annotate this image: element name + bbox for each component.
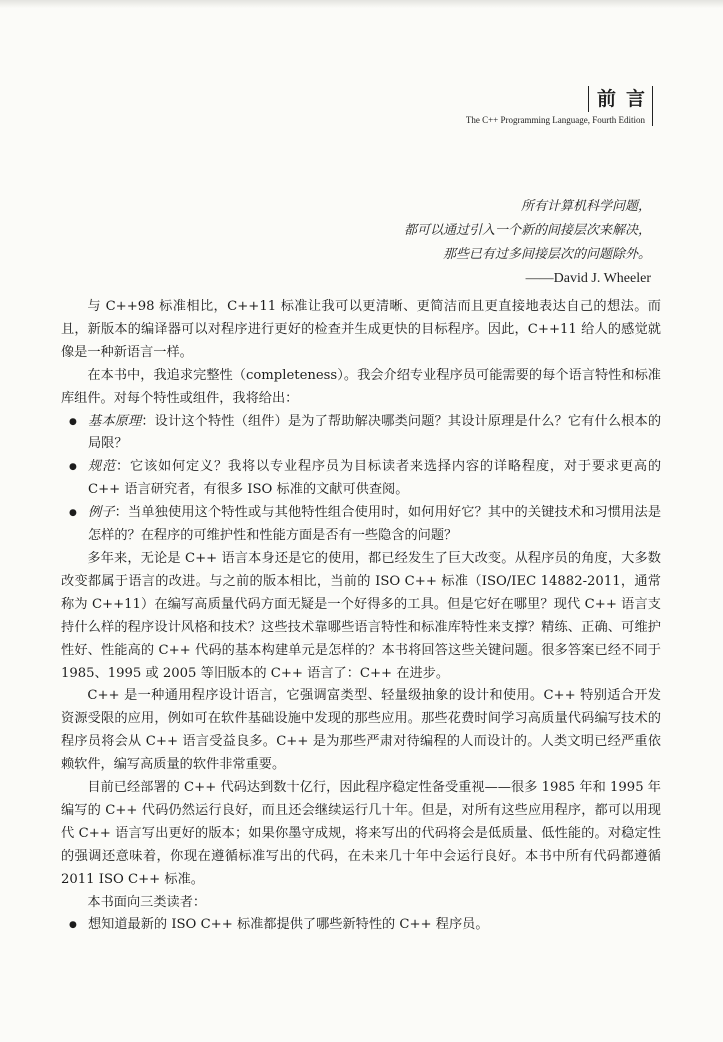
readers-list (61, 914, 661, 937)
list-item-text: ：设计这个特性（组件）是为了帮助解决哪类问题？其设计原理是什么？它有什么根本的局限？ (88, 413, 662, 452)
list-item-text: ：当单独使用这个特性或与其他特性组合使用时，如何用好它？其中的关键技术和习惯用法是怎样的？在程序的可维护性和性能方面是否有一些隐含的问题？ (88, 505, 662, 544)
list-item-term: 基本原理 (88, 413, 142, 429)
list-item-text: ：它该如何定义？我将以专业程序员为目标读者来选择内容的详略程度，对于要求更高的 C++ 语言研究者，有很多 ISO 标准的文献可供查阅。 (88, 459, 662, 498)
list-item (61, 411, 661, 457)
paragraph: C++ 是一种通用程序设计语言，它强调富类型、轻量级抽象的设计和使用。C++ 特别适合开发资源受限的应用，例如可在软件基础设施中发现的那些应用。那些花费时间学习高质量代码编写技术的程序员将会从 C++ 语言受益良多。C++ 是为那些严肃对待编程的人而设计的。人类文明已经严重依赖软件，编写高质量的软件非常重要。 (61, 688, 661, 773)
list-item (61, 502, 661, 548)
epigraph-attribution: ——David J. Wheeler (525, 271, 651, 286)
page-edge-shadow (0, 0, 723, 8)
book-subtitle: The C++ Programming Language, Fourth Edition (465, 115, 645, 125)
chapter-title: 前言 (588, 86, 655, 112)
epigraph (404, 195, 651, 291)
epigraph-line: 所有计算机科学问题， (520, 199, 651, 214)
list-item-term: 规范 (88, 459, 116, 475)
paragraph: 与 C++98 标准相比，C++11 标准让我可以更清晰、更简洁而且更直接地表达自己的想法。而且，新版本的编译器可以对程序进行更好的检查并生成更快的目标程序。因此，C++11 给人的感觉就像是一种新语言一样。 (61, 299, 661, 360)
paragraph: 本书面向三类读者： (87, 894, 207, 910)
paragraph: 目前已经部署的 C++ 代码达到数十亿行，因此程序稳定性备受重视——很多 1985 年和 1995 年编写的 C++ 代码仍然运行良好，而且还会继续运行几十年。但是，对所有这些应用程序，都可以用现代 C++ 语言写出更好的版本；如果你墨守成规，将来写出的代码将会是低质量、低性能的。对稳定性的强调还意味着，你现在遵循标准写出的代码，在未来几十年中会运行良好。本书中所有代码都遵循 2011 ISO C++ 标准。 (61, 780, 661, 887)
list-item: ● 想知道最新的 ISO C++ 标准都提供了哪些新特性的 C++ 程序员。 (61, 914, 661, 937)
paragraph: 多年来，无论是 C++ 语言本身还是它的使用，都已经发生了巨大改变。从程序员的角度，大多数改变都属于语言的改进。与之前的版本相比，当前的 ISO C++ 标准（ISO/IEC 14882-2011，通常称为 C++11）在编写高质量代码方面无疑是一个好得多的工具。但是它好在哪里？现代 C++ 语言支持什么样的程序设计风格和技术？这些技术靠哪些语言特性和标准库特性来支撑？精练、正确、可维护性好、性能高的 C++ 代码的基本构建单元是怎样的？本书将回答这些关键问题。很多答案已经不同于 1985、1995 或 2005 等旧版本的 C++ 语言了：C++ 在进步。 (61, 550, 661, 681)
list-item-term: 例子 (88, 505, 115, 521)
list-item (61, 456, 661, 502)
body-text (61, 296, 661, 937)
epigraph-line: 都可以通过引入一个新的间接层次来解决， (403, 223, 651, 238)
page-header (466, 86, 653, 126)
features-list (61, 411, 661, 548)
epigraph-line: 那些已有过多间接层次的问题除外。 (442, 247, 651, 262)
paragraph: 在本书中，我追求完整性（completeness）。我会介绍专业程序员可能需要的每个语言特性和标准库组件。对每个特性或组件，我将给出： (61, 367, 661, 406)
